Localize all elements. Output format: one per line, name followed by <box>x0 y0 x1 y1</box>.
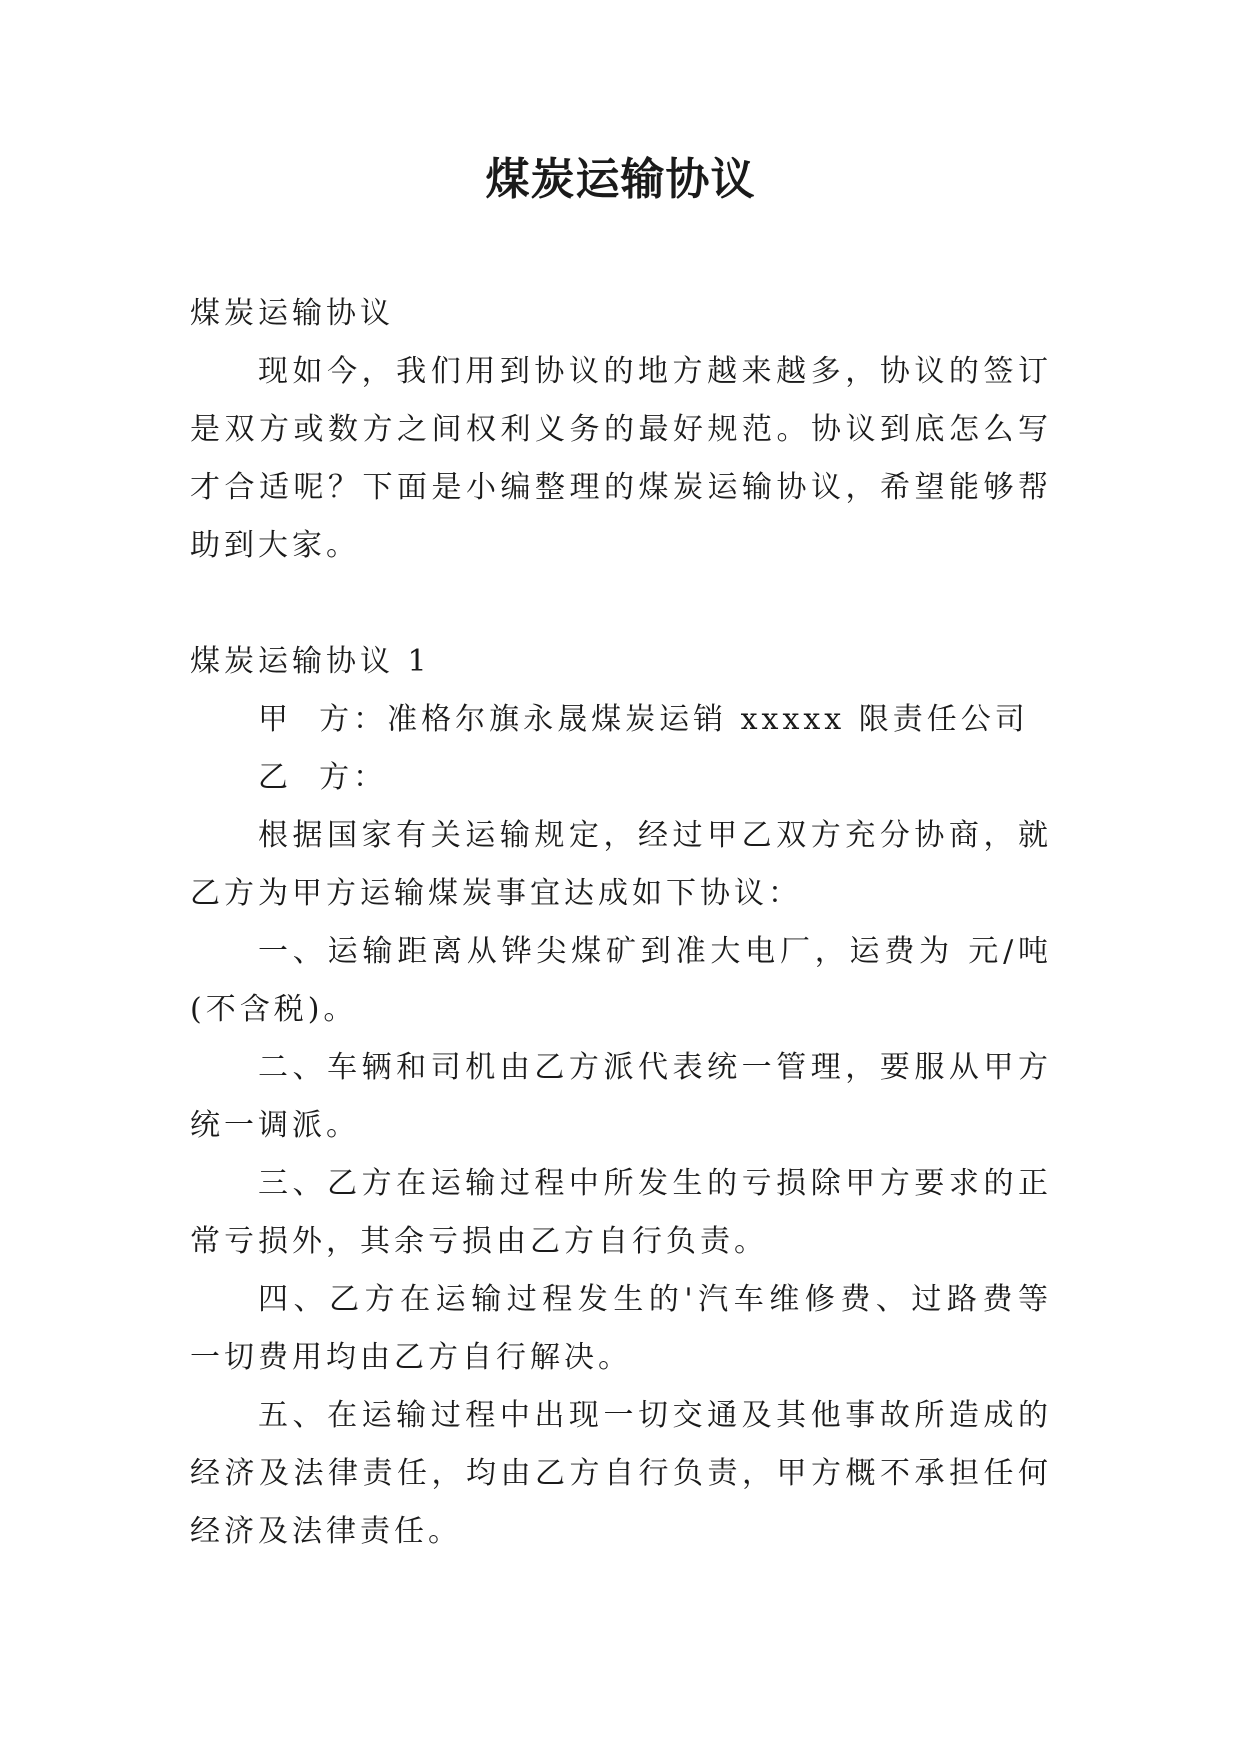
intro-paragraph: 现如今，我们用到协议的地方越来越多，协议的签订是双方或数方之间权利义务的最好规范。协议到底怎么写才合适呢？下面是小编整理的煤炭运输协议，希望能够帮助到大家。 <box>190 354 1052 563</box>
clause-5: 五、在运输过程中出现一切交通及其他事故所造成的经济及法律责任，均由乙方自行负责，甲方概不承担任何经济及法律责任。 <box>190 1398 1052 1549</box>
clause-4: 四、乙方在运输过程发生的'汽车维修费、过路费等一切费用均由乙方自行解决。 <box>190 1282 1052 1375</box>
clause-1: 一、运输距离从铧尖煤矿到准大电厂，运费为 元/吨(不含税)。 <box>190 934 1052 1027</box>
preamble-paragraph: 根据国家有关运输规定，经过甲乙双方充分协商，就乙方为甲方运输煤炭事宜达成如下协议： <box>190 818 1052 911</box>
section-heading: 煤炭运输协议 1 <box>190 644 431 679</box>
party-b-line: 乙 方： <box>258 760 388 795</box>
clause-2: 二、车辆和司机由乙方派代表统一管理，要服从甲方统一调派。 <box>190 1050 1052 1143</box>
subtitle: 煤炭运输协议 <box>190 296 394 331</box>
document-body <box>190 285 1052 1561</box>
document-title: 煤炭运输协议 <box>485 154 756 205</box>
party-a-line: 甲 方：准格尔旗永晟煤炭运销 xxxxx 限责任公司 <box>258 702 1029 737</box>
clause-3: 三、乙方在运输过程中所发生的亏损除甲方要求的正常亏损外，其余亏损由乙方自行负责。 <box>190 1166 1052 1259</box>
paragraph-spacer <box>190 575 1052 633</box>
